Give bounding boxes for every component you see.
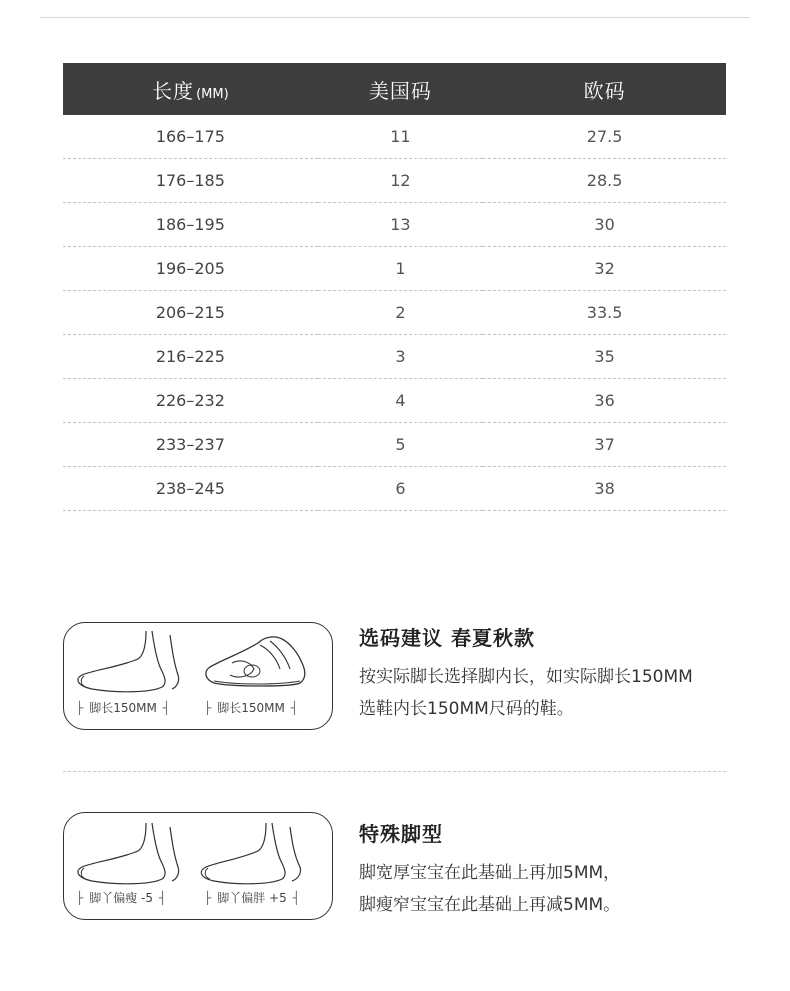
cell-eu-size: 35 <box>483 335 726 379</box>
cell-us-size: 2 <box>318 291 483 335</box>
header-length: 长度 (MM) <box>63 63 318 115</box>
table-row <box>63 247 726 291</box>
table-row <box>63 203 726 247</box>
caption-foot-narrow: ├ 脚丫偏瘦 -5 ┤ <box>76 891 167 905</box>
cell-foot-length: 176–185 <box>63 159 318 203</box>
section-divider <box>63 771 726 772</box>
section-body-recommendation: 按实际脚长选择脚内长，如实际脚长150MM 选鞋内长150MM尺码的鞋。 <box>359 667 693 719</box>
table-row <box>63 467 726 511</box>
top-divider <box>40 17 750 18</box>
cell-us-size: 4 <box>318 379 483 423</box>
cell-foot-length: 206–215 <box>63 291 318 335</box>
cell-foot-length: 166–175 <box>63 115 318 159</box>
cell-eu-size: 37 <box>483 423 726 467</box>
caption-foot-length-left: ├ 脚长150MM ┤ <box>76 701 171 715</box>
caption-foot-wide: ├ 脚丫偏胖 +5 ┤ <box>204 891 300 905</box>
cell-foot-length: 196–205 <box>63 247 318 291</box>
cell-us-size: 5 <box>318 423 483 467</box>
caption-foot-length-right: ├ 脚长150MM ┤ <box>204 701 299 715</box>
cell-eu-size: 32 <box>483 247 726 291</box>
cell-us-size: 11 <box>318 115 483 159</box>
table-row <box>63 291 726 335</box>
cell-eu-size: 38 <box>483 467 726 511</box>
cell-foot-length: 186–195 <box>63 203 318 247</box>
cell-foot-length: 238–245 <box>63 467 318 511</box>
foot-length-illustration-card <box>63 622 333 730</box>
table-row <box>63 335 726 379</box>
special-foot-illustration-card <box>63 812 333 920</box>
table-row <box>63 423 726 467</box>
cell-eu-size: 36 <box>483 379 726 423</box>
cell-us-size: 13 <box>318 203 483 247</box>
cell-us-size: 3 <box>318 335 483 379</box>
cell-eu-size: 30 <box>483 203 726 247</box>
section-title-special-foot: 特殊脚型 <box>359 822 443 846</box>
header-eu-size: 欧码 <box>483 63 726 115</box>
cell-foot-length: 233–237 <box>63 423 318 467</box>
cell-us-size: 1 <box>318 247 483 291</box>
section-title-recommendation: 选码建议 春夏秋款 <box>359 626 535 650</box>
cell-us-size: 12 <box>318 159 483 203</box>
table-row <box>63 379 726 423</box>
cell-foot-length: 226–232 <box>63 379 318 423</box>
size-chart-table <box>63 63 726 511</box>
cell-foot-length: 216–225 <box>63 335 318 379</box>
table-row <box>63 159 726 203</box>
cell-us-size: 6 <box>318 467 483 511</box>
cell-eu-size: 27.5 <box>483 115 726 159</box>
header-us-size: 美国码 <box>318 63 483 115</box>
section-body-special-foot: 脚宽厚宝宝在此基础上再加5MM， 脚瘦窄宝宝在此基础上再减5MM。 <box>359 863 621 915</box>
table-row <box>63 115 726 159</box>
cell-eu-size: 28.5 <box>483 159 726 203</box>
cell-eu-size: 33.5 <box>483 291 726 335</box>
table-header-row <box>63 63 726 115</box>
